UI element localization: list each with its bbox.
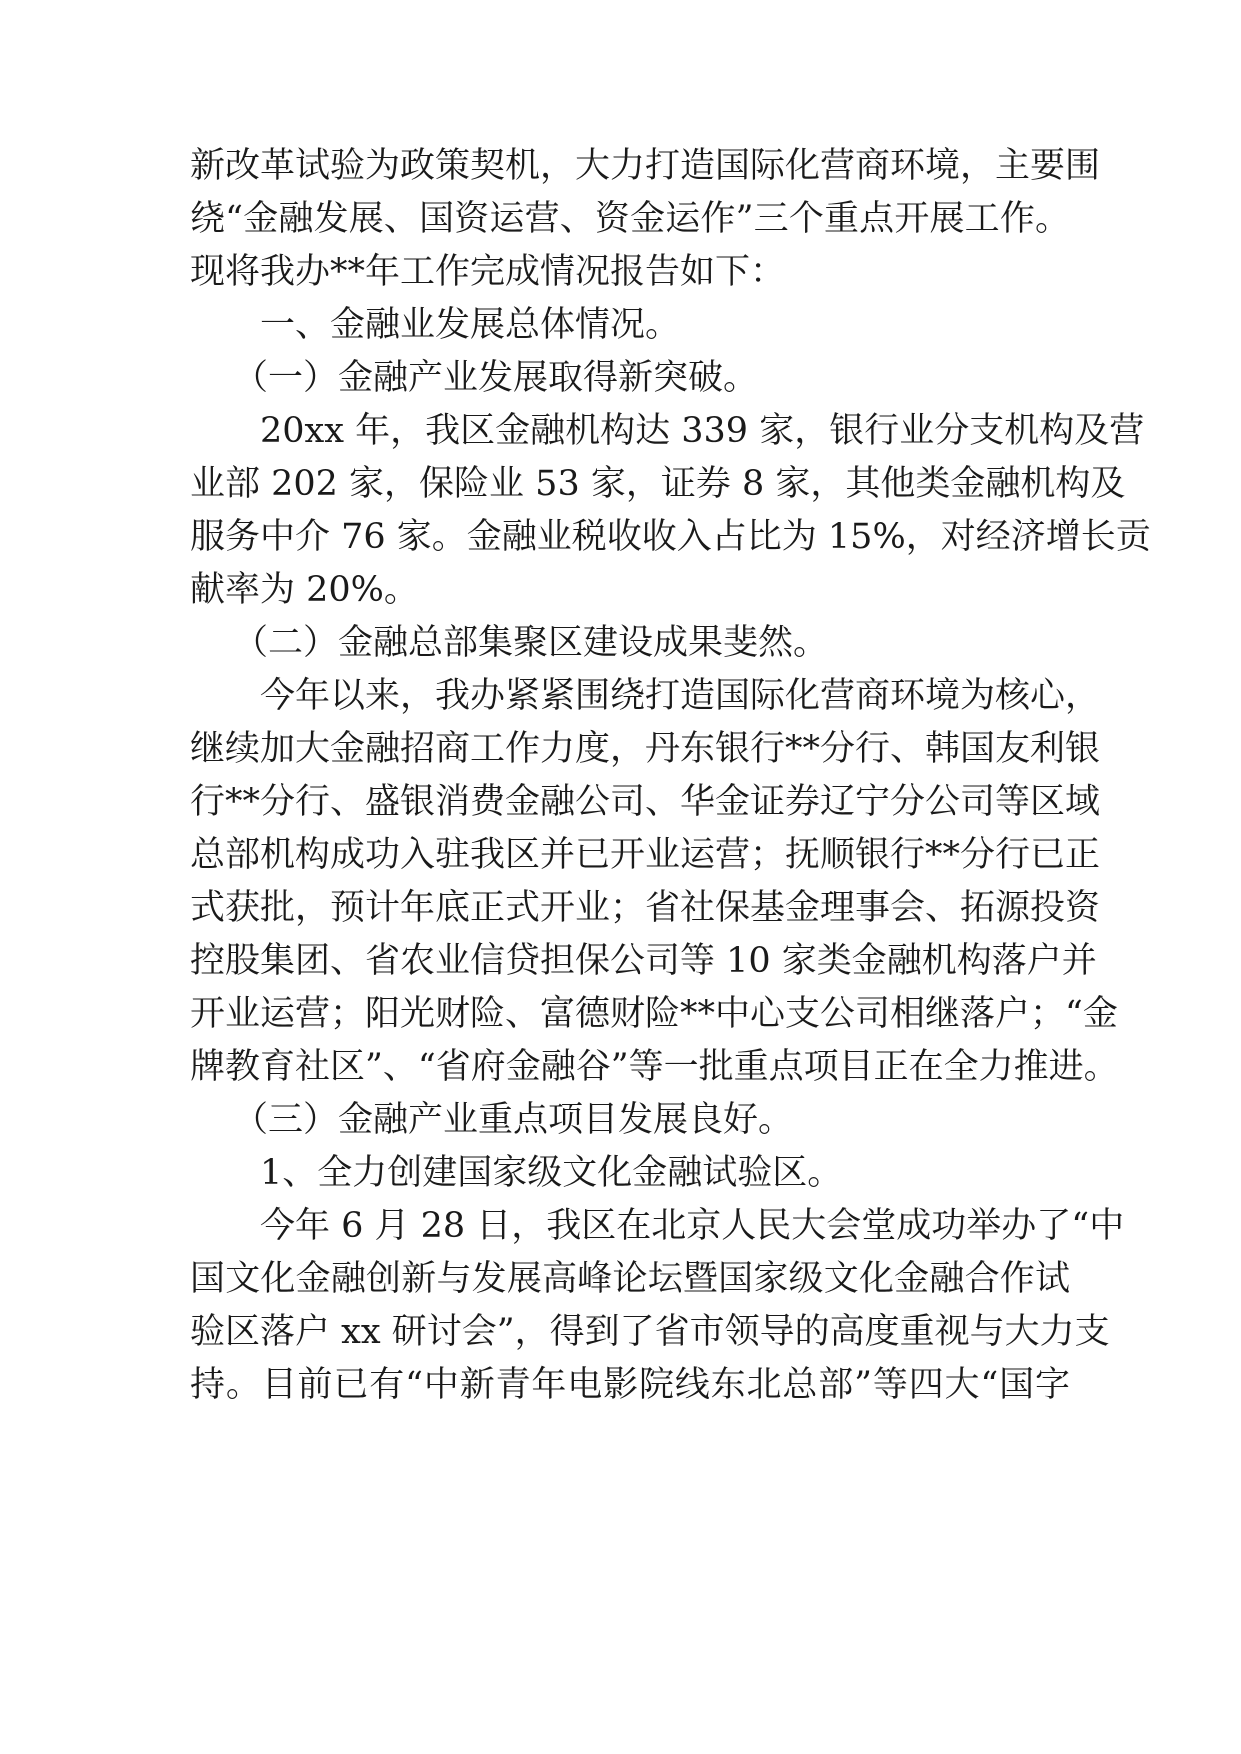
text-line-24: 持。目前已有“中新青年电影院线东北总部”等四大“国字 (190, 1365, 1070, 1405)
subsection-heading-2: （二）金融总部集聚区建设成果斐然。 (233, 623, 829, 663)
text-line-2: 绕“金融发展、国资运营、资金运作”三个重点开展工作。 (190, 199, 1070, 239)
text-line-8: 服务中介 76 家。金融业税收收入占比为 15%，对经济增长贡 (190, 517, 1151, 557)
text-line-15: 式获批，预计年底正式开业；省社保基金理事会、拓源投资 (190, 888, 1101, 928)
section-heading-1: 一、金融业发展总体情况。 (260, 305, 681, 345)
text-line-11: 今年以来，我办紧紧围绕打造国际化营商环境为核心， (260, 676, 1101, 716)
text-line-7: 业部 202 家，保险业 53 家，证券 8 家，其他类金融机构及 (190, 464, 1126, 504)
subsection-heading-3: （三）金融产业重点项目发展良好。 (233, 1100, 794, 1140)
text-line-6: 20xx 年，我区金融机构达 339 家，银行业分支机构及营 (260, 411, 1145, 451)
text-line-16: 控股集团、省农业信贷担保公司等 10 家类金融机构落户并 (190, 941, 1097, 981)
text-line-12: 继续加大金融招商工作力度，丹东银行**分行、韩国友利银 (190, 729, 1101, 769)
text-line-1: 新改革试验为政策契机，大力打造国际化营商环境，主要围 (190, 146, 1101, 186)
text-line-22: 国文化金融创新与发展高峰论坛暨国家级文化金融合作试 (190, 1259, 1070, 1299)
text-line-3: 现将我办**年工作完成情况报告如下： (190, 252, 786, 292)
text-line-9: 献率为 20%。 (190, 570, 419, 610)
subsection-heading-1: （一）金融产业发展取得新突破。 (233, 358, 759, 398)
text-line-17: 开业运营；阳光财险、富德财险**中心支公司相继落户；“金 (190, 994, 1118, 1034)
text-line-14: 总部机构成功入驻我区并已开业运营；抚顺银行**分行已正 (190, 835, 1101, 875)
text-line-23: 验区落户 xx 研讨会”，得到了省市领导的高度重视与大力支 (190, 1312, 1110, 1352)
text-line-18: 牌教育社区”、“省府金融谷”等一批重点项目正在全力推进。 (190, 1047, 1119, 1087)
text-line-21: 今年 6 月 28 日，我区在北京人民大会堂成功举办了“中 (260, 1206, 1125, 1246)
item-heading-1: 1、全力创建国家级文化金融试验区。 (260, 1153, 843, 1193)
text-line-13: 行**分行、盛银消费金融公司、华金证券辽宁分公司等区域 (190, 782, 1101, 822)
